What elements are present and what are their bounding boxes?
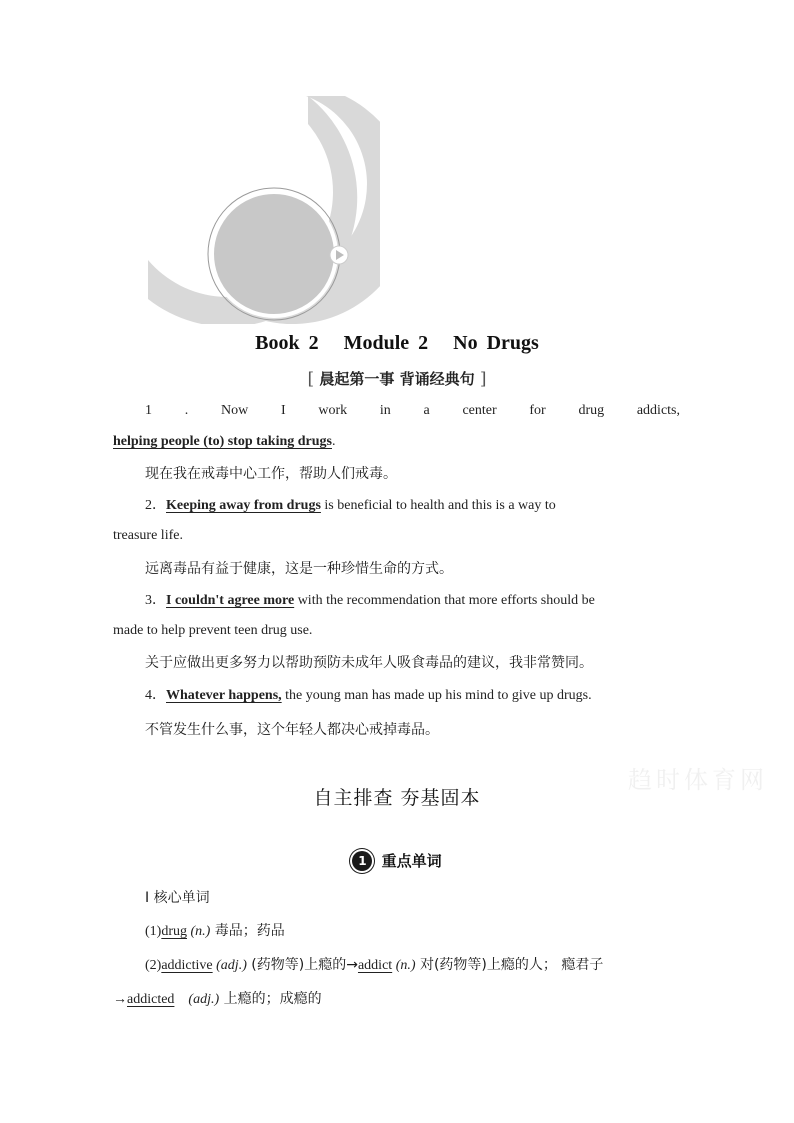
sentence-4-line-1: 4．Whatever happens, the young man has made up his mind to give up drugs. — [145, 688, 592, 703]
vocab-item-1: (1)drug (n.) 毒品；药品 — [145, 923, 285, 939]
key-words-badge: 1 重点单词 — [0, 850, 794, 871]
number-badge-icon: 1 — [352, 851, 372, 871]
vocab-item-2-line-2: →addicted (adj.) 上瘾的；成瘾的 — [113, 991, 322, 1007]
sentence-3-line-1: 3．I couldn't agree more with the recommendation that more efforts should be — [145, 593, 595, 608]
sentence-1-line-2: helping people (to) stop taking drugs. — [113, 434, 336, 449]
answer-4: Whatever happens, — [166, 688, 282, 703]
sentence-1-line-1: 1 . Now I work in a center for drug addicts, — [145, 403, 680, 418]
page-title: Book 2 Module 2 No Drugs — [255, 332, 539, 354]
translation-1: 现在我在戒毒中心工作，帮助人们戒毒。 — [145, 466, 397, 482]
gray-disc — [212, 192, 336, 316]
sentence-2-line-1: 2．Keeping away from drugs is beneficial to health and this is a way to — [145, 498, 556, 513]
section-heading: 自主排查 夯基固本 — [313, 787, 481, 809]
vocab-answer-addicted: addicted — [127, 992, 175, 1007]
translation-3: 关于应做出更多努力以帮助预防未成年人吸食毒品的建议，我非常赞同。 — [145, 655, 593, 671]
answer-1: helping people (to) stop taking drugs — [113, 434, 332, 449]
vocab-answer-addictive: addictive — [161, 958, 213, 973]
page-subtitle: [ 晨起第一事 背诵经典句 ] — [307, 369, 487, 389]
answer-3: I couldn't agree more — [166, 593, 295, 608]
translation-2: 远离毒品有益于健康，这是一种珍惜生命的方式。 — [145, 561, 453, 577]
sentence-2-line-2: treasure life. — [113, 528, 183, 543]
vocab-answer-addict: addict — [357, 958, 393, 973]
sentence-3-line-2: made to help prevent teen drug use. — [113, 623, 313, 638]
vocab-answer-drug: drug — [161, 924, 187, 939]
answer-2: Keeping away from drugs — [166, 498, 321, 513]
vocab-item-2: (2)addictive (adj.) (药物等)上瘾的→addict (n.) 对(药物等)上瘾的人； 瘾君子 — [145, 957, 604, 973]
decorative-ring-graphic — [140, 94, 380, 324]
translation-4: 不管发生什么事，这个年轻人都决心戒掉毒品。 — [145, 722, 439, 738]
watermark-text: 趋时体育网 — [628, 766, 768, 794]
vocab-group-label: Ⅰ 核心单词 — [145, 890, 210, 906]
